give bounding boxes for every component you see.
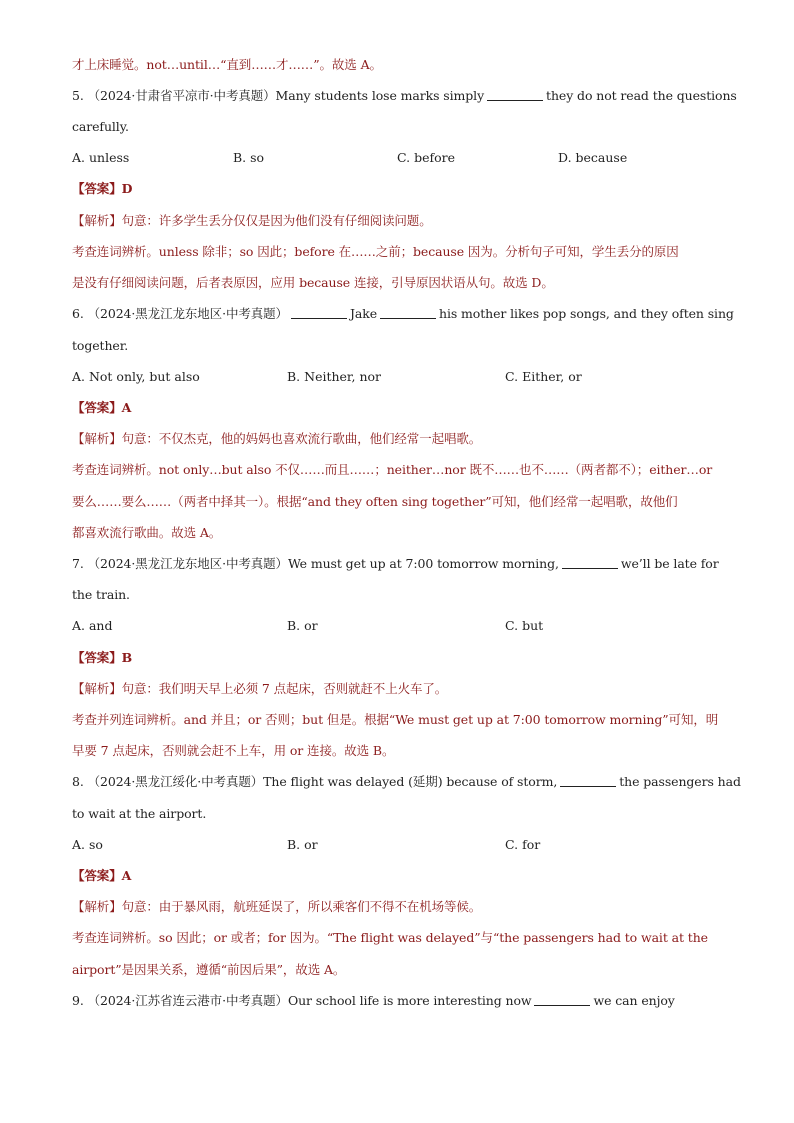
question-8: [72, 773, 741, 791]
question-6-blank-1: [291, 306, 347, 319]
q5-option-b: B. so: [233, 150, 265, 165]
q5-answer: 【答案】D: [72, 181, 133, 196]
question-6-line2: together.: [72, 338, 129, 353]
question-9: [72, 992, 728, 1010]
q5-option-d: D. because: [558, 150, 628, 165]
q8-explanation-1: 【解析】句意：由于暴风雨，航班延误了，所以乘客们不得不在机场等候。: [72, 899, 482, 914]
q6-explanation-4: 都喜欢流行歌曲。故选 A。: [72, 525, 222, 540]
q6-explanation-2: 考查连词辨析。not only…but also 不仅……而且……；neither…nor 既不……也不……（两者都不）；either…or: [72, 462, 713, 477]
q5-option-a: A. unless: [72, 150, 130, 165]
question-9-blank: [534, 993, 590, 1006]
q7-explanation-2: 考查并列连词辨析。and 并且；or 否则；but 但是。根据“We must get up at 7:00 tomorrow morning”可知，明: [72, 712, 719, 727]
question-5-text-cont: they do not read the questions: [546, 88, 737, 103]
question-7-line2: the train.: [72, 587, 130, 602]
q7-option-c: C. but: [505, 618, 544, 633]
q5-option-c: C. before: [397, 150, 455, 165]
question-5-blank: [487, 88, 543, 101]
q6-option-b: B. Neither, nor: [287, 369, 382, 384]
q8-option-a: A. so: [72, 837, 103, 852]
question-7-blank: [562, 556, 618, 569]
q8-option-c: C. for: [505, 837, 541, 852]
q6-explanation-1: 【解析】句意：不仅杰克，他的妈妈也喜欢流行歌曲，他们经常一起唱歌。: [72, 431, 482, 446]
q7-explanation-1: 【解析】句意：我们明天早上必须 7 点起床，否则就赶不上火车了。: [72, 681, 448, 696]
question-6-blank-2: [380, 306, 436, 319]
prev-explanation-tail: 才上床睡觉。not…until…“直到……才……”。故选 A。: [72, 57, 382, 72]
question-7: [72, 555, 728, 573]
question-8-blank: [560, 774, 616, 787]
question-6: [72, 305, 734, 323]
question-7-text-cont: we’ll be late for: [620, 556, 719, 571]
q7-answer: 【答案】B: [72, 650, 133, 665]
q6-explanation-3: 要么……要么……（两者中择其一）。根据“and they often sing together”可知，他们经常一起唱歌，故他们: [72, 494, 678, 509]
question-5-line2: carefully.: [72, 119, 129, 134]
question-6-text-cont: his mother likes pop songs, and they often sing: [439, 306, 734, 321]
question-9-text: 9. （2024·江苏省连云港市·中考真题）Our school life is more interesting now: [72, 993, 532, 1008]
question-9-text-cont: we can enjoy: [593, 993, 675, 1008]
question-8-text: 8. （2024·黑龙江绥化·中考真题）The flight was delayed (延期) because of storm,: [72, 774, 558, 789]
question-8-line2: to wait at the airport.: [72, 806, 207, 821]
q8-option-b: B. or: [287, 837, 318, 852]
q5-explanation-1: 【解析】句意：许多学生丢分仅仅是因为他们没有仔细阅读问题。: [72, 213, 432, 228]
q7-option-a: A. and: [72, 618, 113, 633]
q6-option-c: C. Either, or: [505, 369, 582, 384]
q7-option-b: B. or: [287, 618, 318, 633]
q5-explanation-3: 是没有仔细阅读问题，后者表原因，应用 because 连接，引导原因状语从句。故选 D。: [72, 275, 554, 290]
question-6-text-mid: Jake: [349, 306, 378, 321]
q8-explanation-2: 考查连词辨析。so 因此；or 或者；for 因为。“The flight was delayed”与“the passengers had to wait at the: [72, 930, 708, 945]
question-8-text-cont: the passengers had: [619, 774, 741, 789]
q6-answer: 【答案】A: [72, 400, 132, 415]
q7-explanation-3: 早要 7 点起床，否则就会赶不上车，用 or 连接。故选 B。: [72, 743, 395, 758]
q6-option-a: A. Not only, but also: [72, 369, 200, 384]
q5-explanation-2: 考查连词辨析。unless 除非；so 因此；before 在……之前；because 因为。分析句子可知，学生丢分的原因: [72, 244, 679, 259]
question-7-text: 7. （2024·黑龙江龙东地区·中考真题）We must get up at 7:00 tomorrow morning,: [72, 556, 559, 571]
question-5: [72, 87, 737, 105]
question-6-text: 6. （2024·黑龙江龙东地区·中考真题）: [72, 306, 288, 321]
q8-explanation-3: airport”是因果关系，遵循“前因后果”，故选 A。: [72, 962, 346, 977]
question-5-text: 5. （2024·甘肃省平凉市·中考真题）Many students lose marks simply: [72, 88, 485, 103]
q8-answer: 【答案】A: [72, 868, 132, 883]
